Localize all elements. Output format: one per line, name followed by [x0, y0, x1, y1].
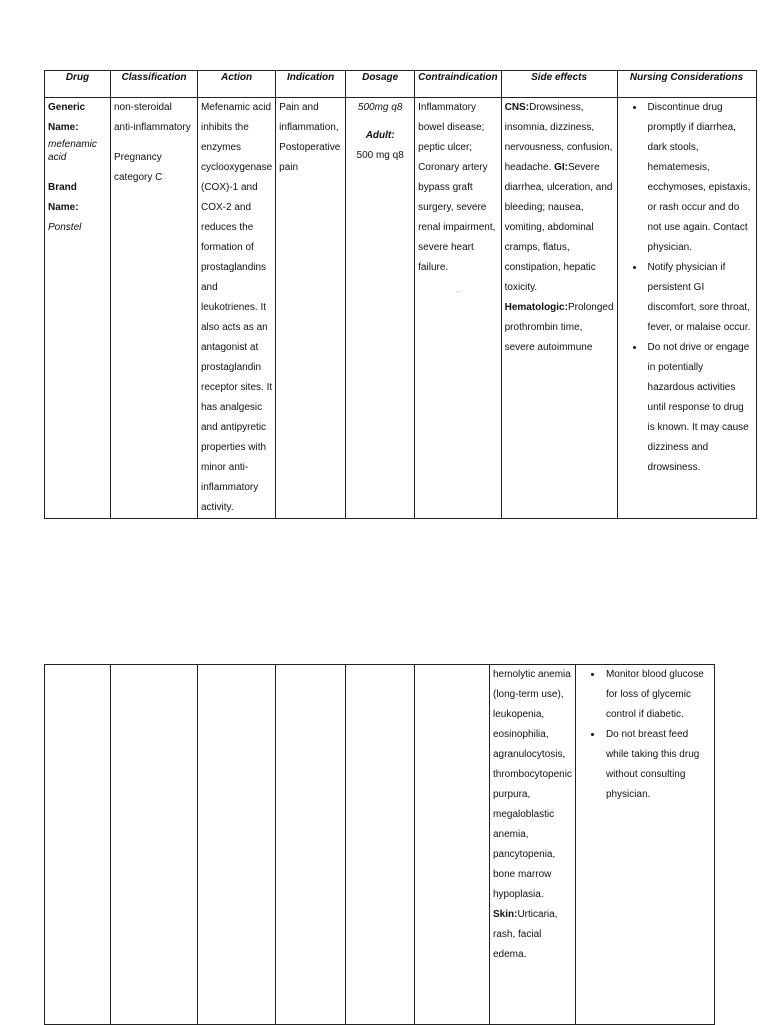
contraindication-mark: .	[456, 287, 459, 294]
classification-cell	[111, 98, 198, 519]
drug-cell-empty	[45, 665, 111, 1025]
drug-study-table-page1	[44, 70, 757, 519]
nursing-cell	[617, 98, 756, 519]
list-item: • Discontinue drug promptly if diarrhea, dark stools, hematemesis, ecchymoses, epistaxis, or rash occur and do not use again. Contact physician.	[645, 98, 753, 258]
header-dosage: Dosage	[346, 71, 415, 98]
list-item: • Monitor blood glucose for loss of glycemic control if diabetic.	[603, 665, 711, 725]
classification-text: non-steroidal anti-inflammatory	[114, 102, 191, 133]
dosage-line: 500mg q8	[357, 102, 403, 113]
cns-label: CNS:	[504, 102, 530, 113]
contraindication-text: Inflammatory bowel disease; peptic ulcer; Coronary artery bypass graft surgery, severe renal impairment, severe heart failure.	[418, 102, 496, 273]
header-classification: Classification	[111, 71, 198, 98]
dosage-cell	[346, 98, 415, 519]
list-item: • Do not breast feed while taking this drug without consulting physician.	[603, 725, 711, 805]
adult-dosage-label: Adult:	[365, 130, 395, 141]
hematologic-text-continued: hemolytic anemia (long-term use), leukopenia, eosinophilia, agranulocytosis, thrombocytopenic purpura, megaloblastic anemia, pancytopenia, bone marrow hypoplasia.	[493, 669, 572, 900]
dosage-cell-empty	[346, 665, 415, 1025]
header-side-effects: Side effects	[501, 71, 617, 98]
table-row	[45, 665, 715, 1025]
drug-cell	[45, 98, 111, 519]
header-nursing-considerations: Nursing Considerations	[617, 71, 756, 98]
action-cell-empty	[198, 665, 276, 1025]
gi-label: GI:	[554, 162, 568, 173]
cns-text: Drowsiness, insomnia, dizziness, nervousness, confusion, headache.	[504, 102, 613, 173]
indication-cell-empty	[276, 665, 346, 1025]
side-effects-cell-continued	[490, 665, 576, 1025]
list-item: • Do not drive or engage in potentially hazardous activities until response to drug is known. It may cause dizziness and drowsiness.	[645, 338, 753, 478]
table-row	[45, 98, 757, 519]
nursing-cell-continued	[575, 665, 714, 1025]
header-drug: Drug	[45, 71, 111, 98]
list-item: • Notify physician if persistent GI discomfort, sore throat, fever, or malaise occur.	[645, 258, 753, 338]
skin-text: Urticaria, rash, facial edema.	[493, 909, 558, 960]
action-cell: Mefenamic acid inhibits the enzymes cyclooxygenase (COX)-1 and COX-2 and reduces the formation of prostaglandins and leukotrienes. It also acts as an antagonist at prostaglandin receptor sites. It has analgesic and antipyretic properties with minor anti-inflammatory activity.	[198, 98, 276, 519]
brand-name: Ponstel	[48, 222, 82, 233]
table-header-row	[45, 71, 757, 98]
classification-cell-empty	[111, 665, 198, 1025]
contraindication-cell	[415, 98, 501, 519]
side-effects-cell	[501, 98, 617, 519]
generic-name-label: Generic Name:	[48, 102, 86, 133]
generic-name: mefenamic acid	[48, 139, 97, 163]
hematologic-label: Hematologic:	[504, 302, 568, 313]
brand-name-label: Brand Name:	[48, 182, 79, 213]
nursing-list-continued	[579, 665, 711, 805]
nursing-list	[621, 98, 753, 478]
header-indication: Indication	[276, 71, 346, 98]
pregnancy-category: Pregnancy category C	[114, 152, 163, 183]
drug-study-table-page2	[44, 664, 715, 1025]
header-action: Action	[198, 71, 276, 98]
gi-text: Severe diarrhea, ulceration, and bleeding; nausea, vomiting, abdominal cramps, flatus, constipation, hepatic toxicity.	[504, 162, 613, 293]
indication-cell: Pain and inflammation, Postoperative pain	[276, 98, 346, 519]
hematologic-text: Prolonged prothrombin time, severe autoimmune	[504, 302, 614, 353]
header-contraindication: Contraindication	[415, 71, 501, 98]
adult-dosage-value: 500 mg q8	[356, 150, 404, 161]
contraindication-cell-empty	[415, 665, 490, 1025]
skin-label: Skin:	[493, 909, 518, 920]
